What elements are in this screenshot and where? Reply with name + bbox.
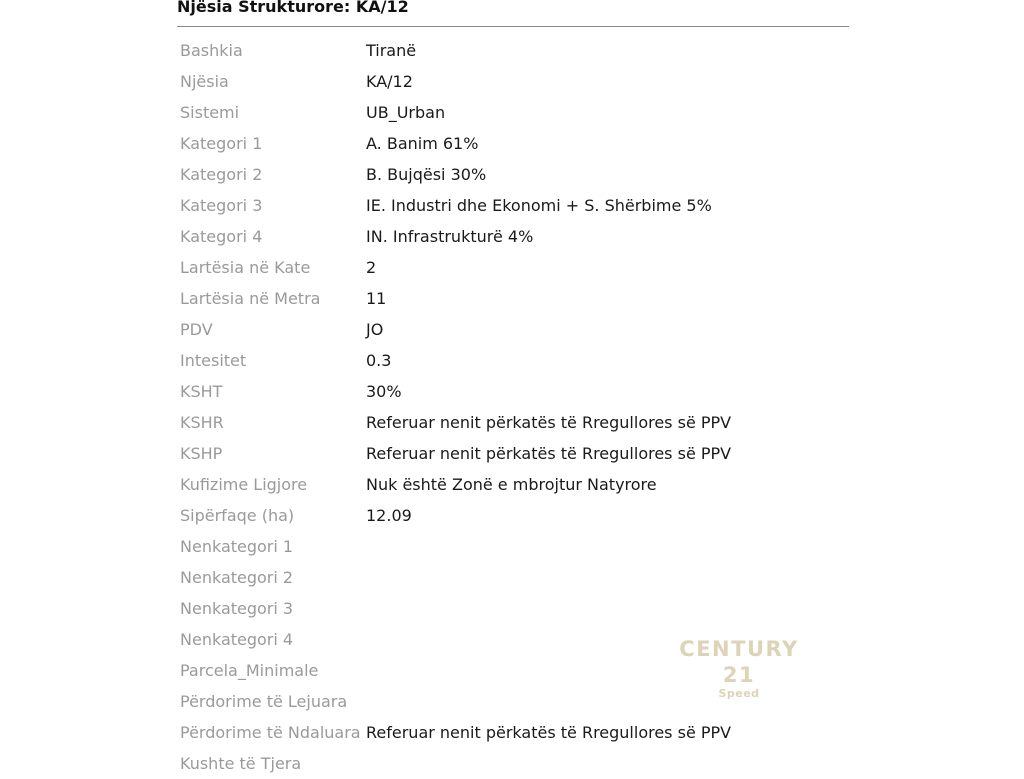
table-row: [177, 283, 849, 314]
table-row: [177, 593, 849, 624]
row-value: A. Banim 61%: [366, 134, 479, 153]
table-row: [177, 376, 849, 407]
table-row: [177, 438, 849, 469]
table-row: [177, 66, 849, 97]
row-label: Përdorime të Lejuara: [180, 692, 348, 711]
row-label: Nenkategori 4: [180, 630, 294, 649]
row-label: Përdorime të Ndaluara: [180, 723, 361, 742]
table-row: [177, 407, 849, 438]
table-row: [177, 500, 849, 531]
row-label: Lartësia në Metra: [180, 289, 321, 308]
row-label: Kategori 4: [180, 227, 263, 246]
row-value: KA/12: [366, 72, 413, 91]
table-row: [177, 562, 849, 593]
row-value: 0.3: [366, 351, 392, 370]
row-label: PDV: [180, 320, 213, 339]
table-row: [177, 35, 849, 66]
row-label: Kushte të Tjera: [180, 754, 302, 773]
row-value: UB_Urban: [366, 103, 446, 122]
row-label: Njësia: [180, 72, 229, 91]
row-value: Referuar nenit përkatës të Rregullores së PPV: [366, 413, 732, 432]
row-value: B. Bujqësi 30%: [366, 165, 487, 184]
row-label: Nenkategori 2: [180, 568, 294, 587]
table-row: [177, 190, 849, 221]
table-row: [177, 748, 849, 779]
row-label: Parcela_Minimale: [180, 661, 319, 680]
row-value: JO: [366, 320, 384, 339]
watermark-brand: CENTURY 21: [679, 637, 799, 687]
row-value: 12.09: [366, 506, 412, 525]
row-label: Sipërfaqe (ha): [180, 506, 295, 525]
row-label: Nenkategori 3: [180, 599, 294, 618]
table-row: [177, 221, 849, 252]
row-label: Intesitet: [180, 351, 247, 370]
row-label: KSHR: [180, 413, 224, 432]
watermark-subtitle: Speed: [718, 687, 760, 700]
row-value: 11: [366, 289, 387, 308]
table-row: [177, 252, 849, 283]
table-row: [177, 97, 849, 128]
row-label: KSHP: [180, 444, 223, 463]
row-value: Tiranë: [366, 41, 417, 60]
row-label: Nenkategori 1: [180, 537, 294, 556]
row-value: IN. Infrastrukturë 4%: [366, 227, 534, 246]
table-row: [177, 469, 849, 500]
row-label: Kategori 1: [180, 134, 263, 153]
century21-watermark-logo: [662, 636, 816, 700]
row-label: Kufizime Ligjore: [180, 475, 308, 494]
row-value: 30%: [366, 382, 402, 401]
row-value: Referuar nenit përkatës të Rregullores së PPV: [366, 723, 732, 742]
row-value: Referuar nenit përkatës të Rregullores së PPV: [366, 444, 732, 463]
row-label: Lartësia në Kate: [180, 258, 311, 277]
row-value: IE. Industri dhe Ekonomi + S. Shërbime 5%: [366, 196, 712, 215]
table-row: [177, 345, 849, 376]
title-divider: [177, 26, 849, 27]
row-value: Nuk është Zonë e mbrojtur Natyrore: [366, 475, 657, 494]
table-row: [177, 717, 849, 748]
row-label: Kategori 3: [180, 196, 263, 215]
row-label: KSHT: [180, 382, 223, 401]
table-row: [177, 314, 849, 345]
row-label: Sistemi: [180, 103, 240, 122]
table-row: [177, 159, 849, 190]
table-row: [177, 128, 849, 159]
panel-title: Njësia Strukturore: KA/12: [177, 0, 409, 16]
table-row: [177, 531, 849, 562]
row-value: 2: [366, 258, 377, 277]
row-label: Bashkia: [180, 41, 243, 60]
row-label: Kategori 2: [180, 165, 263, 184]
